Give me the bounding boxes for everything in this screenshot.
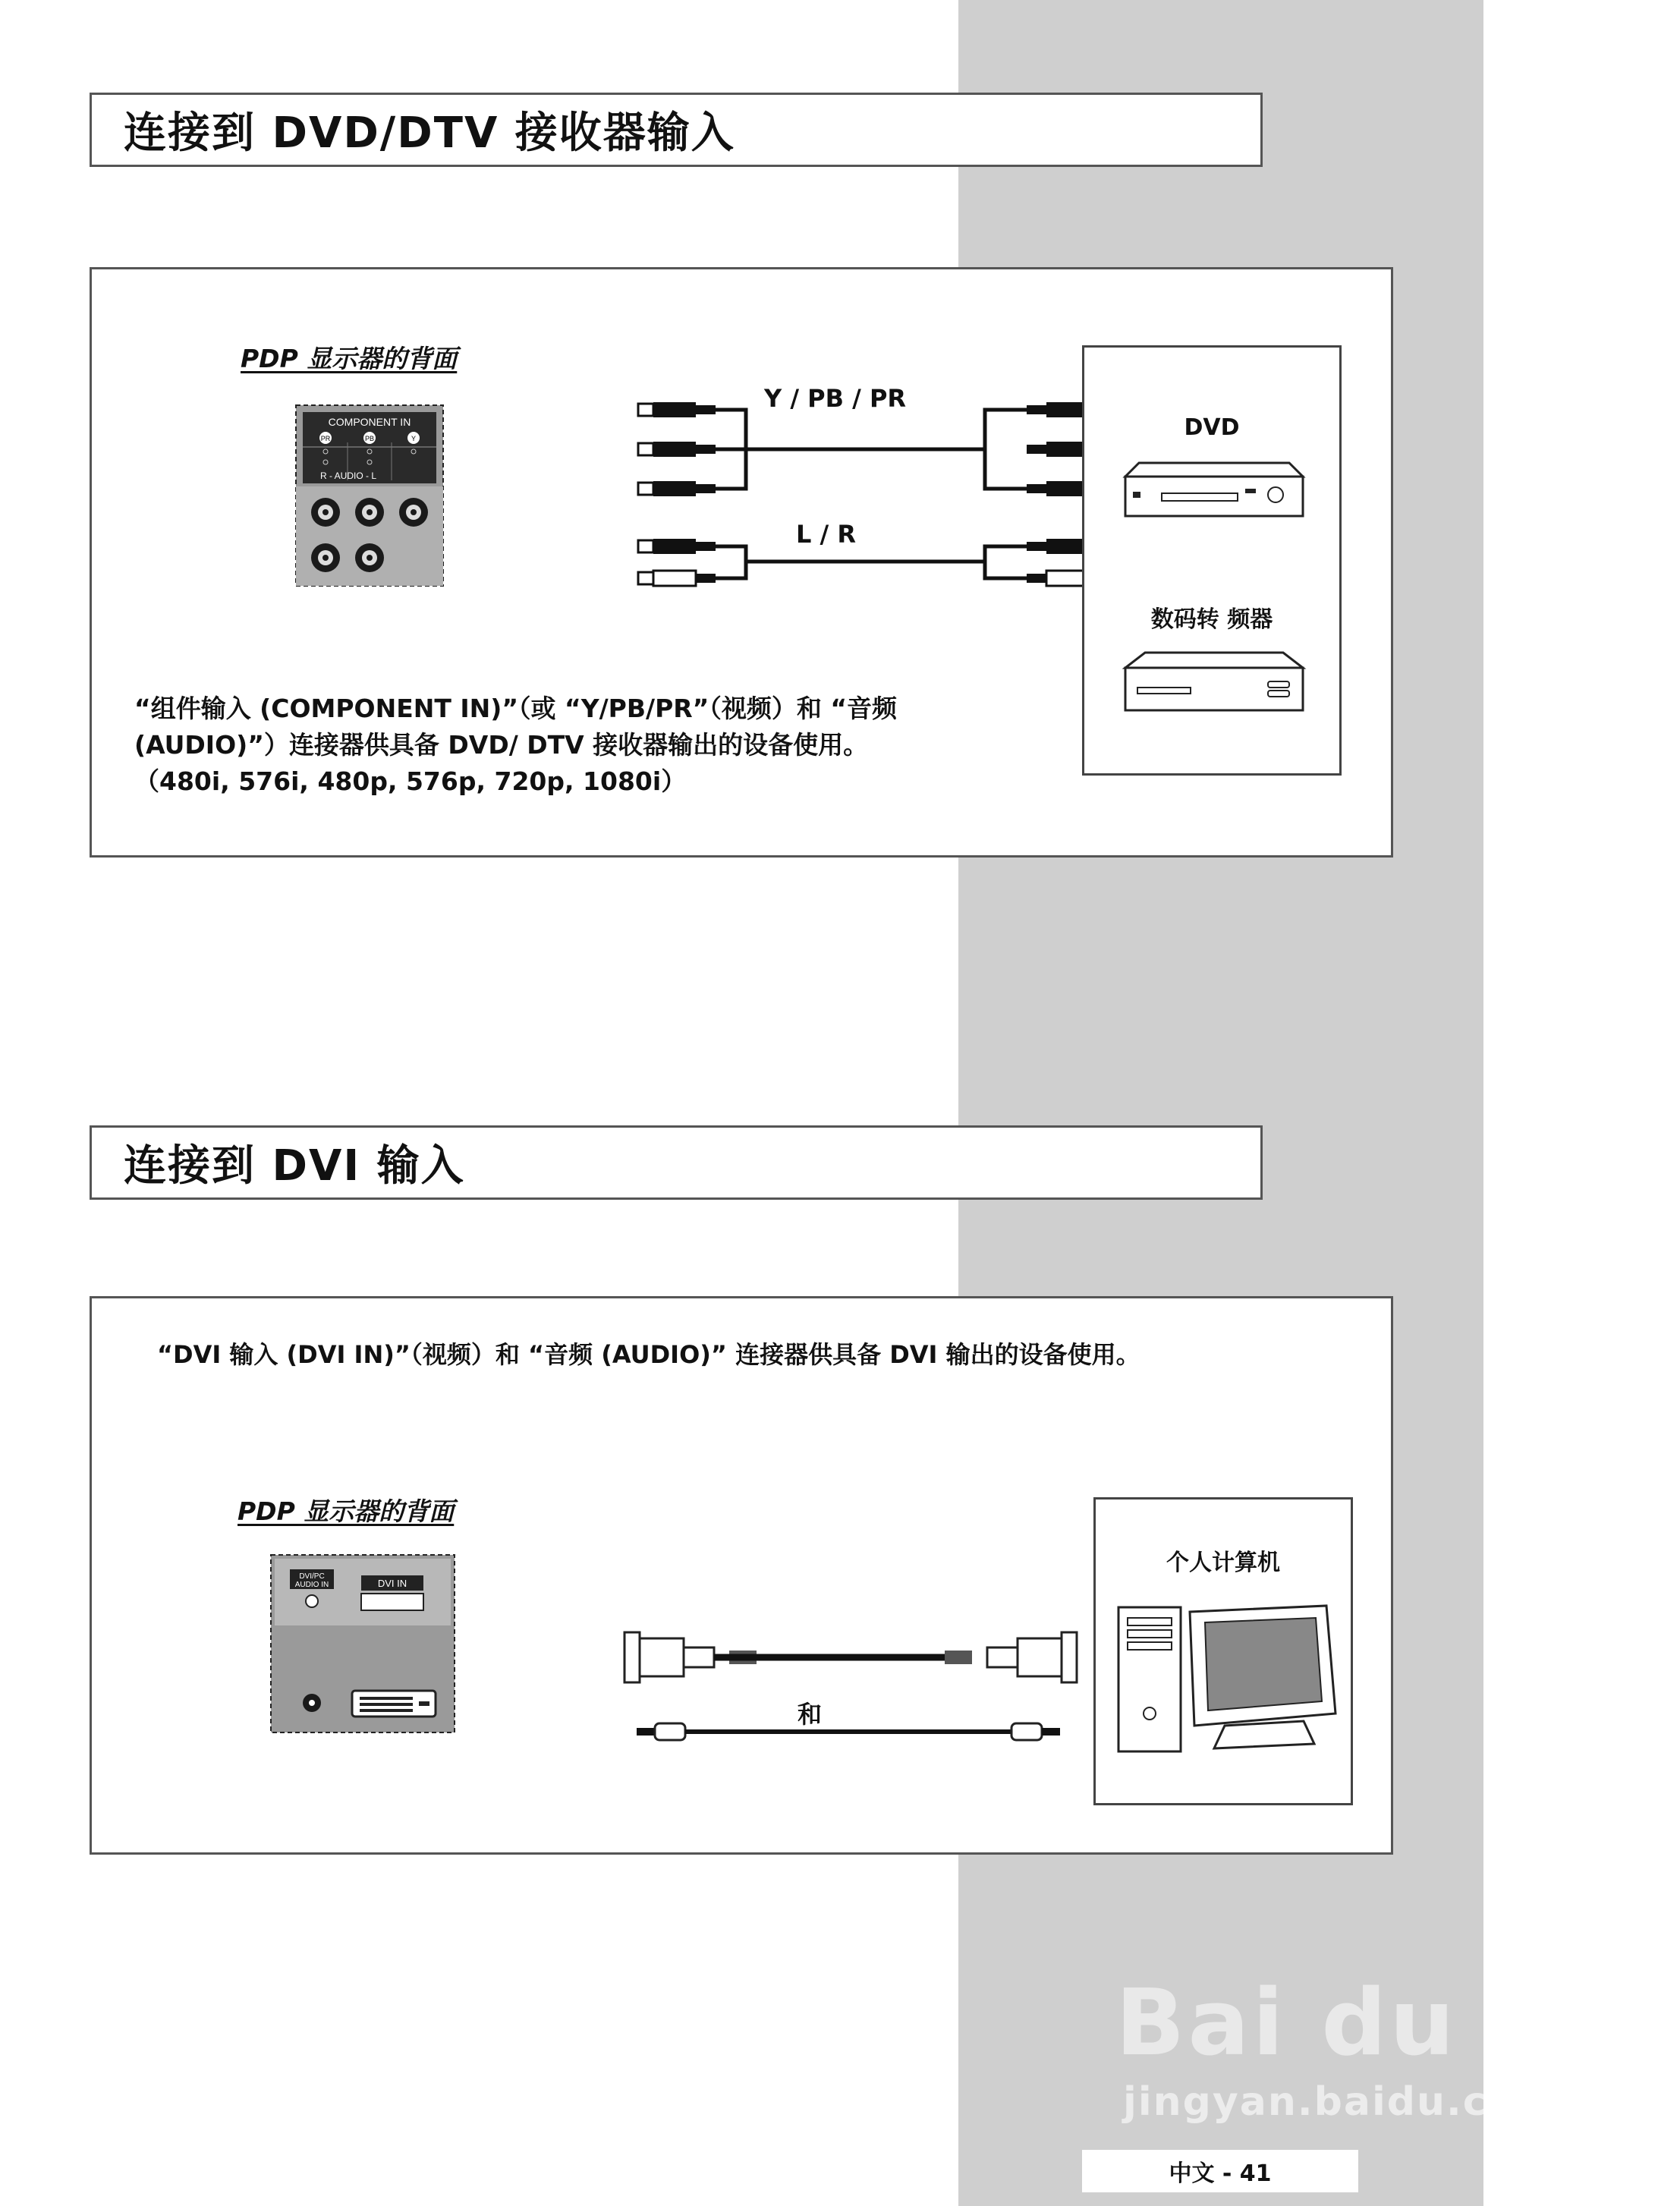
dvd-player-icon	[1124, 461, 1304, 519]
set-top-box-icon	[1124, 651, 1304, 713]
badge-pb: PB	[364, 435, 375, 442]
dvi-pc-audio-label-1: DVI/PC	[299, 1572, 325, 1581]
component-in-header: COMPONENT IN	[328, 416, 411, 428]
dvd-label: DVD	[1184, 414, 1240, 441]
component-desc-line1: “组件输入 (COMPONENT IN)”（或 “Y/PB/PR”（视频）和 “音频	[134, 694, 898, 723]
baidu-watermark-url: jingyan.baidu.com	[1123, 2079, 1559, 2125]
right-margin	[1483, 0, 1563, 2206]
audio-rl-label: R - AUDIO - L	[319, 470, 377, 481]
page-number: 中文 - 41	[1082, 2150, 1358, 2192]
section1-panel	[90, 267, 1393, 858]
component-jack-panel	[295, 404, 444, 587]
and-label: 和	[798, 1700, 823, 1729]
source-device-box	[1082, 345, 1342, 776]
dvi-cable-diagram	[623, 1625, 1078, 1746]
component-desc-line3: （480i, 576i, 480p, 576p, 720p, 1080i）	[134, 766, 687, 796]
set-top-box-label: 数码转 频器	[1150, 606, 1273, 633]
section2-title: 连接到 DVI 输入	[90, 1125, 1263, 1200]
pc-label: 个人计算机	[1166, 1550, 1280, 1576]
badge-y: Y	[411, 435, 417, 442]
pdp-rear-label-2: PDP 显示器的背面	[238, 1496, 455, 1526]
computer-icon	[1114, 1600, 1342, 1759]
dvi-cable	[624, 1632, 1077, 1682]
component-desc-line2: (AUDIO)”）连接器供具备 DVD/ DTV 接收器输出的设备使用。	[134, 730, 869, 760]
badge-pr: PR	[320, 435, 331, 442]
audio-stereo-cable	[637, 1723, 1060, 1740]
pc-device-box	[1093, 1497, 1353, 1805]
section2-panel	[90, 1296, 1393, 1855]
dvi-pc-audio-label-2: AUDIO IN	[294, 1581, 329, 1589]
section1-title: 连接到 DVD/DTV 接收器输入	[90, 93, 1263, 167]
dvi-desc: “DVI 输入 (DVI IN)”（视频）和 “音频 (AUDIO)” 连接器供具备 DVI 输出的设备使用。	[157, 1340, 1140, 1369]
component-cable-diagram	[632, 387, 1110, 607]
pdp-rear-label: PDP 显示器的背面	[241, 344, 458, 373]
rca-plugs-left	[638, 402, 716, 586]
dvi-in-label: DVI IN	[377, 1578, 407, 1589]
audio-cable-label: L / R	[796, 520, 856, 549]
baidu-watermark: Bai du 经验	[1115, 1971, 1680, 2076]
dvi-jack-panel	[270, 1554, 455, 1733]
video-cable-label: Y / PB / PR	[764, 384, 907, 413]
